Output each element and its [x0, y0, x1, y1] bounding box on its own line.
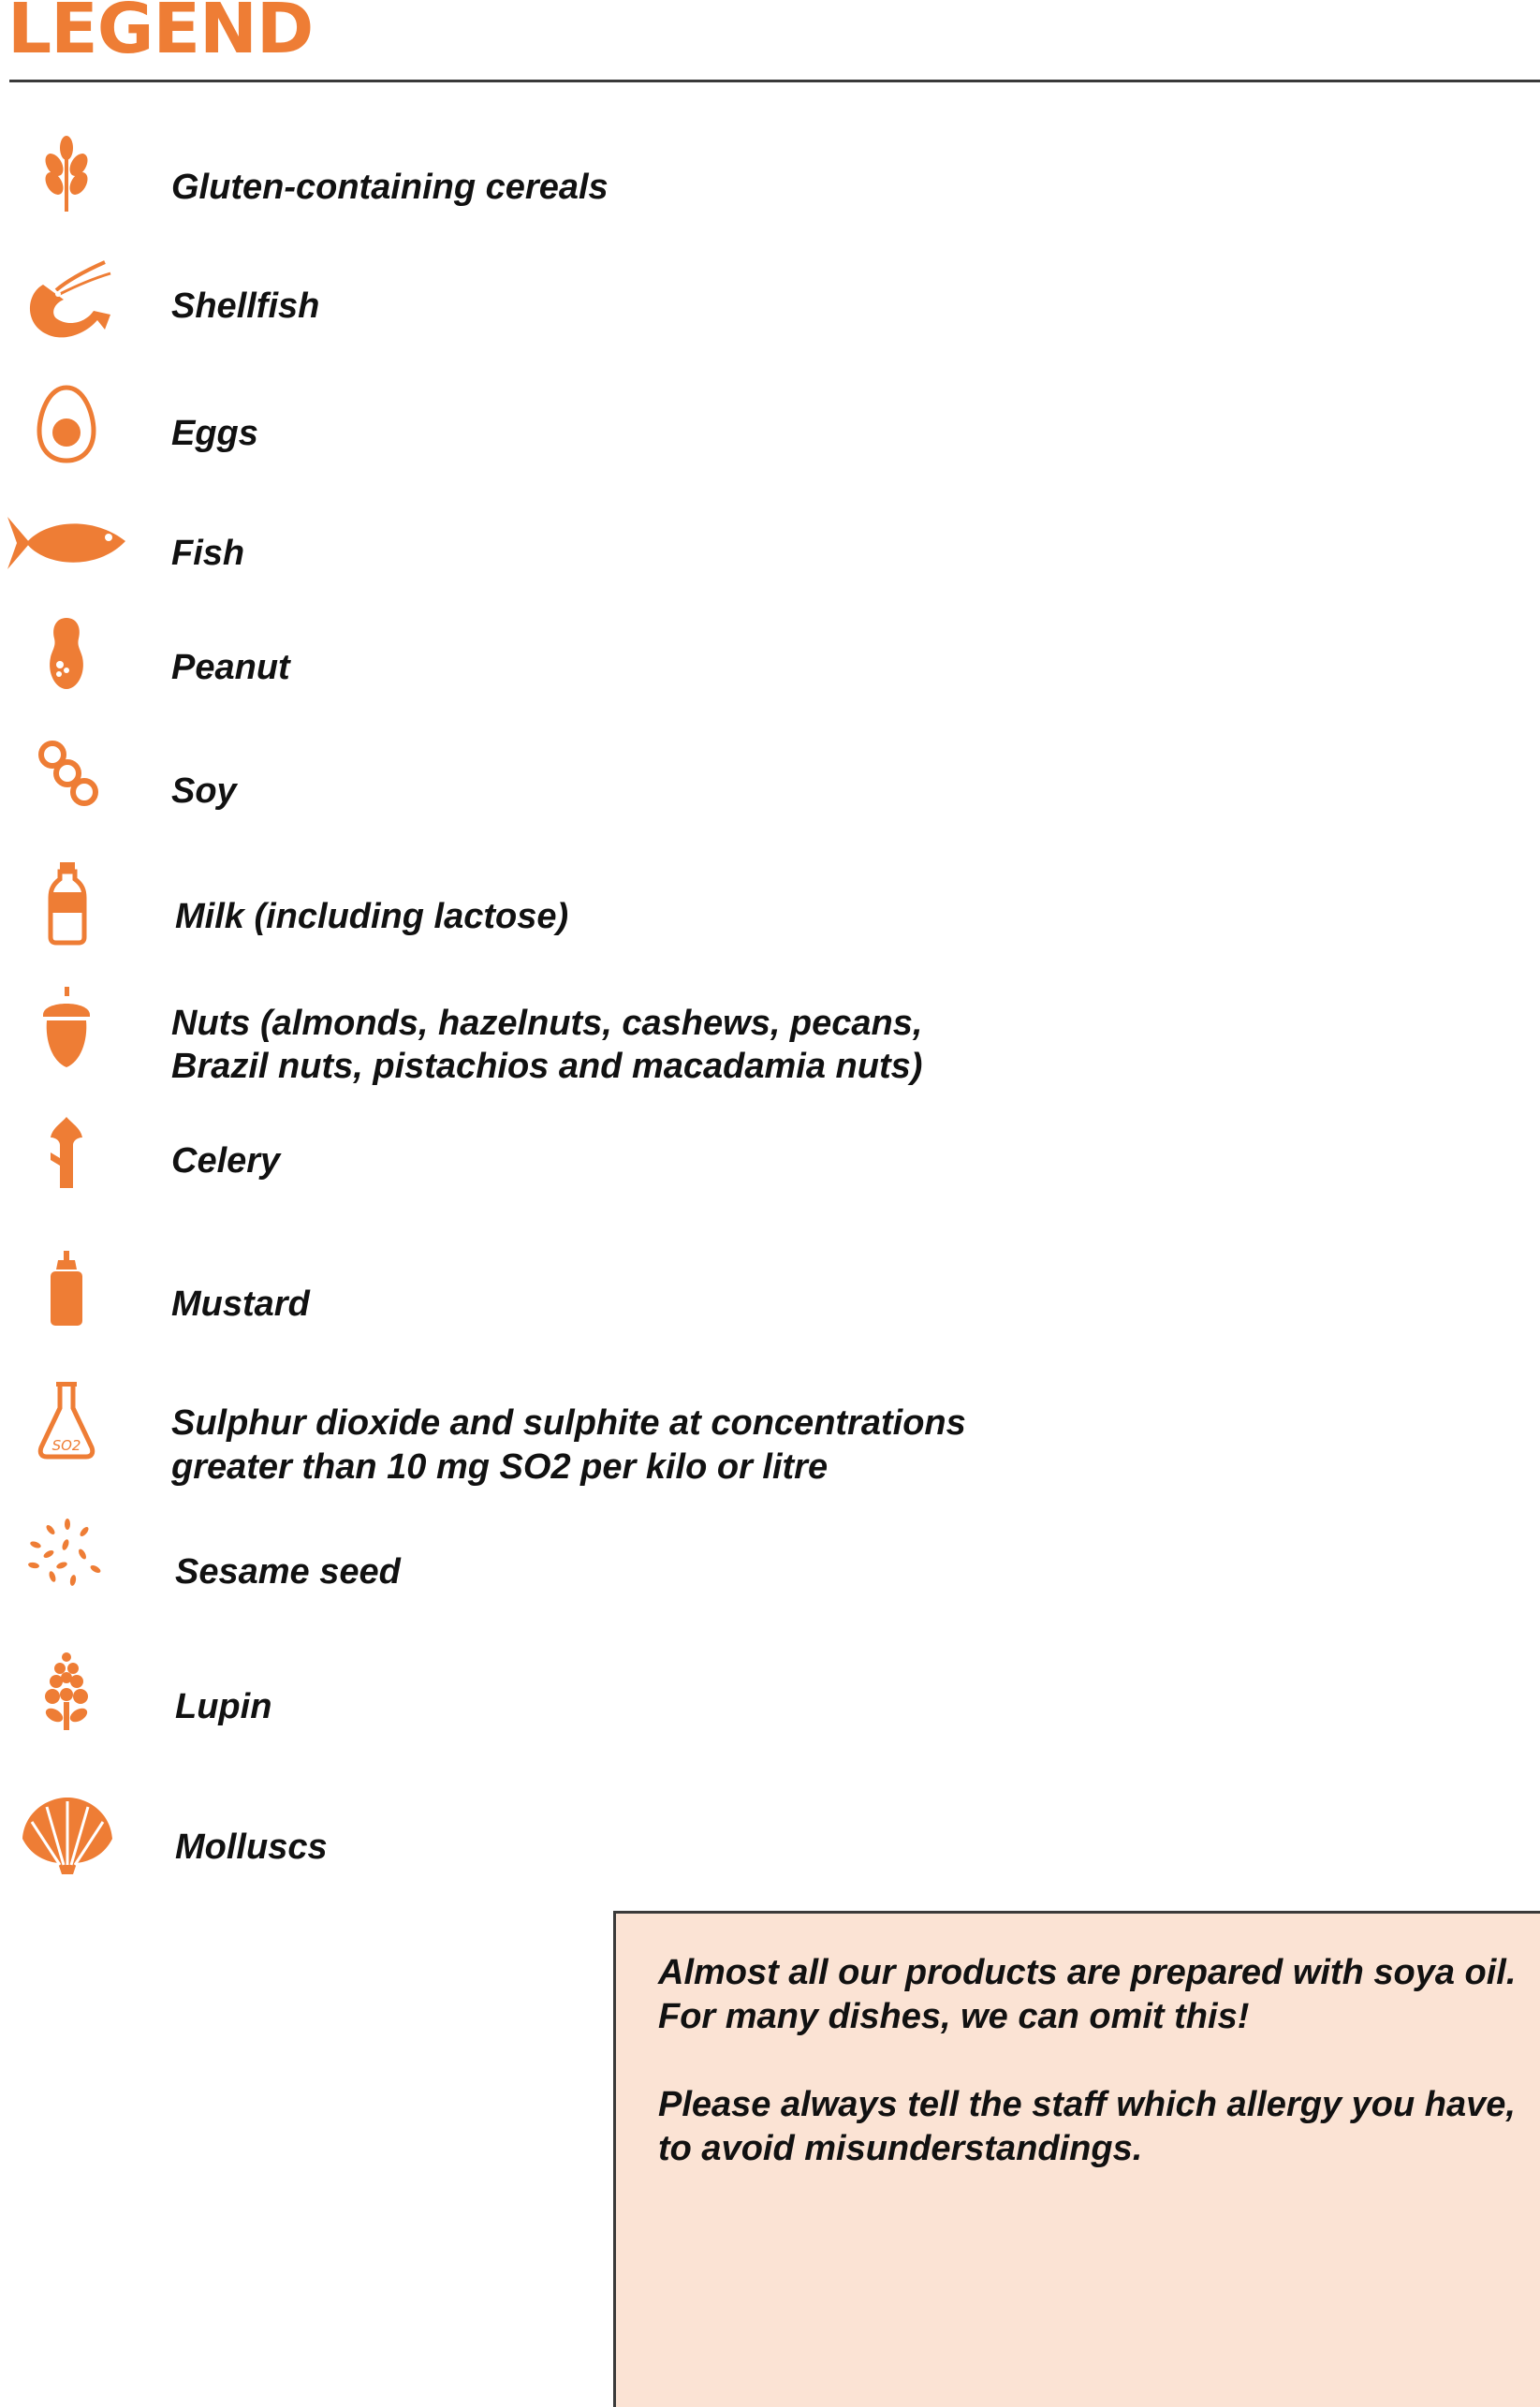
sesame-icon: [7, 1517, 129, 1610]
egg-icon: [7, 378, 129, 472]
shrimp-icon: [7, 257, 129, 350]
title-divider: [9, 80, 1540, 82]
shell-icon: [7, 1788, 129, 1882]
fish-icon: [7, 496, 129, 590]
allergen-item-soy: [0, 730, 1030, 833]
allergen-label: Molluscs: [175, 1827, 328, 1867]
flask-icon: [7, 1376, 129, 1470]
lupin-icon: [7, 1650, 129, 1743]
allergen-item-sesame: [0, 1517, 1030, 1620]
allergen-item-molluscs: [0, 1788, 1030, 1891]
allergen-label: Milk (including lactose): [175, 897, 569, 936]
mustard-bottle-icon: [7, 1247, 129, 1341]
allergen-label: Soy: [171, 771, 237, 811]
allergen-label: Sesame seed: [175, 1552, 401, 1592]
allergen-item-nuts: [0, 983, 1030, 1105]
allergen-label: Mustard: [171, 1284, 310, 1324]
allergen-label: Celery: [171, 1141, 281, 1181]
allergen-item-milk: [0, 857, 1030, 960]
notice-text: Please always tell the staff which allergy you have,: [658, 2085, 1516, 2124]
allergen-item-lupin: [0, 1650, 1030, 1753]
allergen-label: Shellfish: [171, 286, 320, 326]
allergen-label: Nuts (almonds, hazelnuts, cashews, pecans,: [171, 1004, 923, 1043]
celery-icon: [7, 1111, 129, 1205]
allergen-item-eggs: [0, 378, 1030, 481]
allergen-label: Eggs: [171, 414, 258, 453]
peanut-icon: [7, 609, 129, 702]
allergen-label: Sulphur dioxide and sulphite at concentrations: [171, 1403, 966, 1443]
allergen-item-peanut: [0, 609, 1030, 712]
allergen-item-mustard: [0, 1247, 1030, 1350]
notice-text: to avoid misunderstandings.: [658, 2129, 1143, 2168]
flask-label: SO2: [51, 1437, 81, 1454]
allergen-label: Peanut: [171, 648, 290, 687]
acorn-icon: [7, 983, 129, 1077]
allergen-item-sulphites: [0, 1376, 1030, 1498]
allergen-item-fish: [0, 496, 1030, 599]
allergen-item-celery: [0, 1111, 1030, 1214]
soybean-icon: [7, 730, 129, 824]
notice-text: Almost all our products are prepared with soya oil.: [658, 1953, 1517, 1992]
allergen-label: Brazil nuts, pistachios and macadamia nuts): [171, 1047, 923, 1086]
allergen-label: Lupin: [175, 1687, 272, 1726]
allergen-label: Fish: [171, 534, 245, 573]
allergen-label: greater than 10 mg SO2 per kilo or litre: [171, 1447, 829, 1487]
notice-text: For many dishes, we can omit this!: [658, 1997, 1250, 2036]
soya-oil-notice: [613, 1911, 1540, 2407]
wheat-icon: [7, 122, 129, 215]
page-title: LEGEND: [7, 0, 314, 69]
milk-bottle-icon: [7, 857, 129, 950]
allergen-item-shellfish: [0, 253, 1030, 356]
allergen-item-gluten: [0, 122, 1030, 225]
allergen-label: Gluten-containing cereals: [171, 168, 609, 207]
